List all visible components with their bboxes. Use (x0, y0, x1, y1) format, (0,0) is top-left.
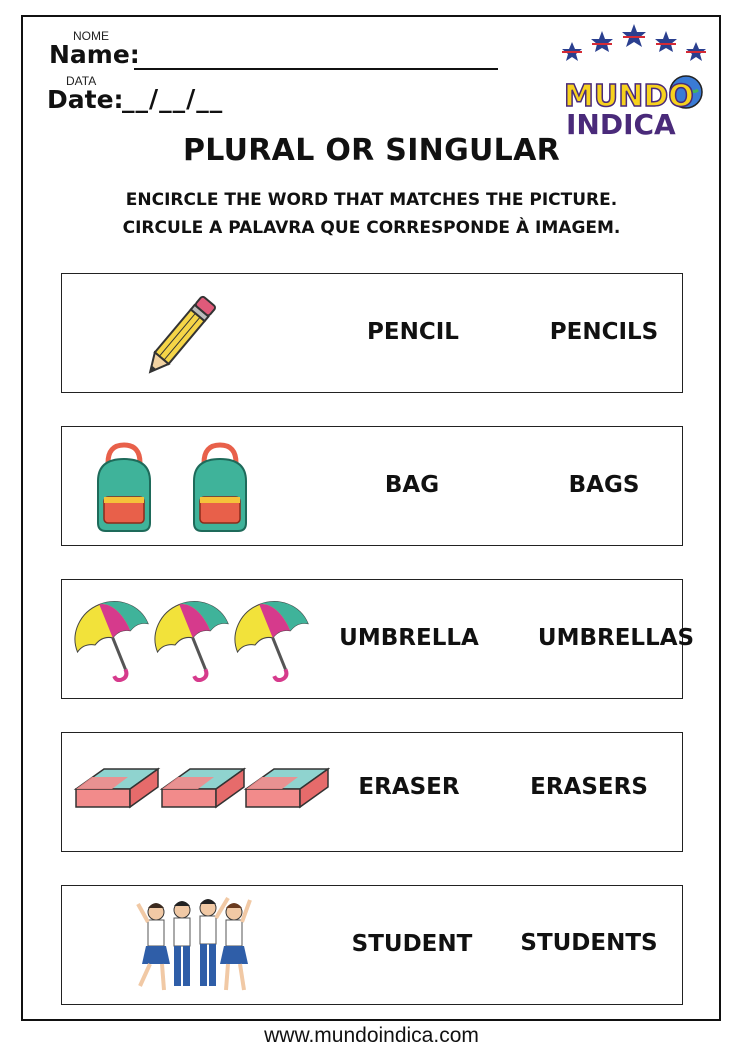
plural-word[interactable]: UMBRELLAS (537, 625, 695, 651)
logo-line2: INDICA (566, 108, 676, 140)
exercise-row (61, 273, 683, 393)
eraser-icon (70, 761, 330, 821)
name-label: Name: (49, 40, 140, 69)
backpack-icon (94, 441, 284, 537)
name-input-line[interactable] (134, 68, 498, 70)
instruction-portuguese: CIRCULE A PALAVRA QUE CORRESPONDE À IMAGEM. (122, 218, 621, 238)
exercise-row (61, 579, 695, 699)
singular-word[interactable]: PENCIL (367, 319, 459, 345)
logo-line1: MUNDO (564, 79, 694, 114)
plural-word[interactable]: STUDENTS (520, 930, 658, 956)
pencil-icon (140, 288, 230, 380)
instruction-english: ENCIRCLE THE WORD THAT MATCHES THE PICTURE. (125, 190, 618, 210)
exercise-row (61, 885, 683, 1005)
exercise-row (61, 732, 683, 852)
mundo-indica-logo (560, 22, 720, 140)
footer-url[interactable]: www.mundoindica.com (264, 1024, 479, 1047)
singular-word[interactable]: ERASER (358, 774, 460, 800)
students-icon (126, 890, 256, 1006)
singular-word[interactable]: UMBRELLA (339, 625, 479, 651)
nome-label: NOME (73, 29, 109, 43)
singular-word[interactable]: STUDENT (351, 931, 473, 957)
plural-word[interactable]: PENCILS (549, 319, 659, 345)
stars-decoration (562, 24, 706, 61)
plural-word[interactable]: ERASERS (530, 774, 648, 800)
plural-word[interactable]: BAGS (568, 472, 640, 498)
singular-word[interactable]: BAG (384, 472, 440, 498)
page-title: PLURAL OR SINGULAR (182, 133, 561, 168)
date-label: Date: (47, 85, 124, 114)
data-label: DATA (66, 74, 97, 88)
date-blanks[interactable]: __/__/__ (122, 84, 224, 113)
exercise-row (61, 426, 683, 546)
umbrella-icon (72, 596, 316, 686)
